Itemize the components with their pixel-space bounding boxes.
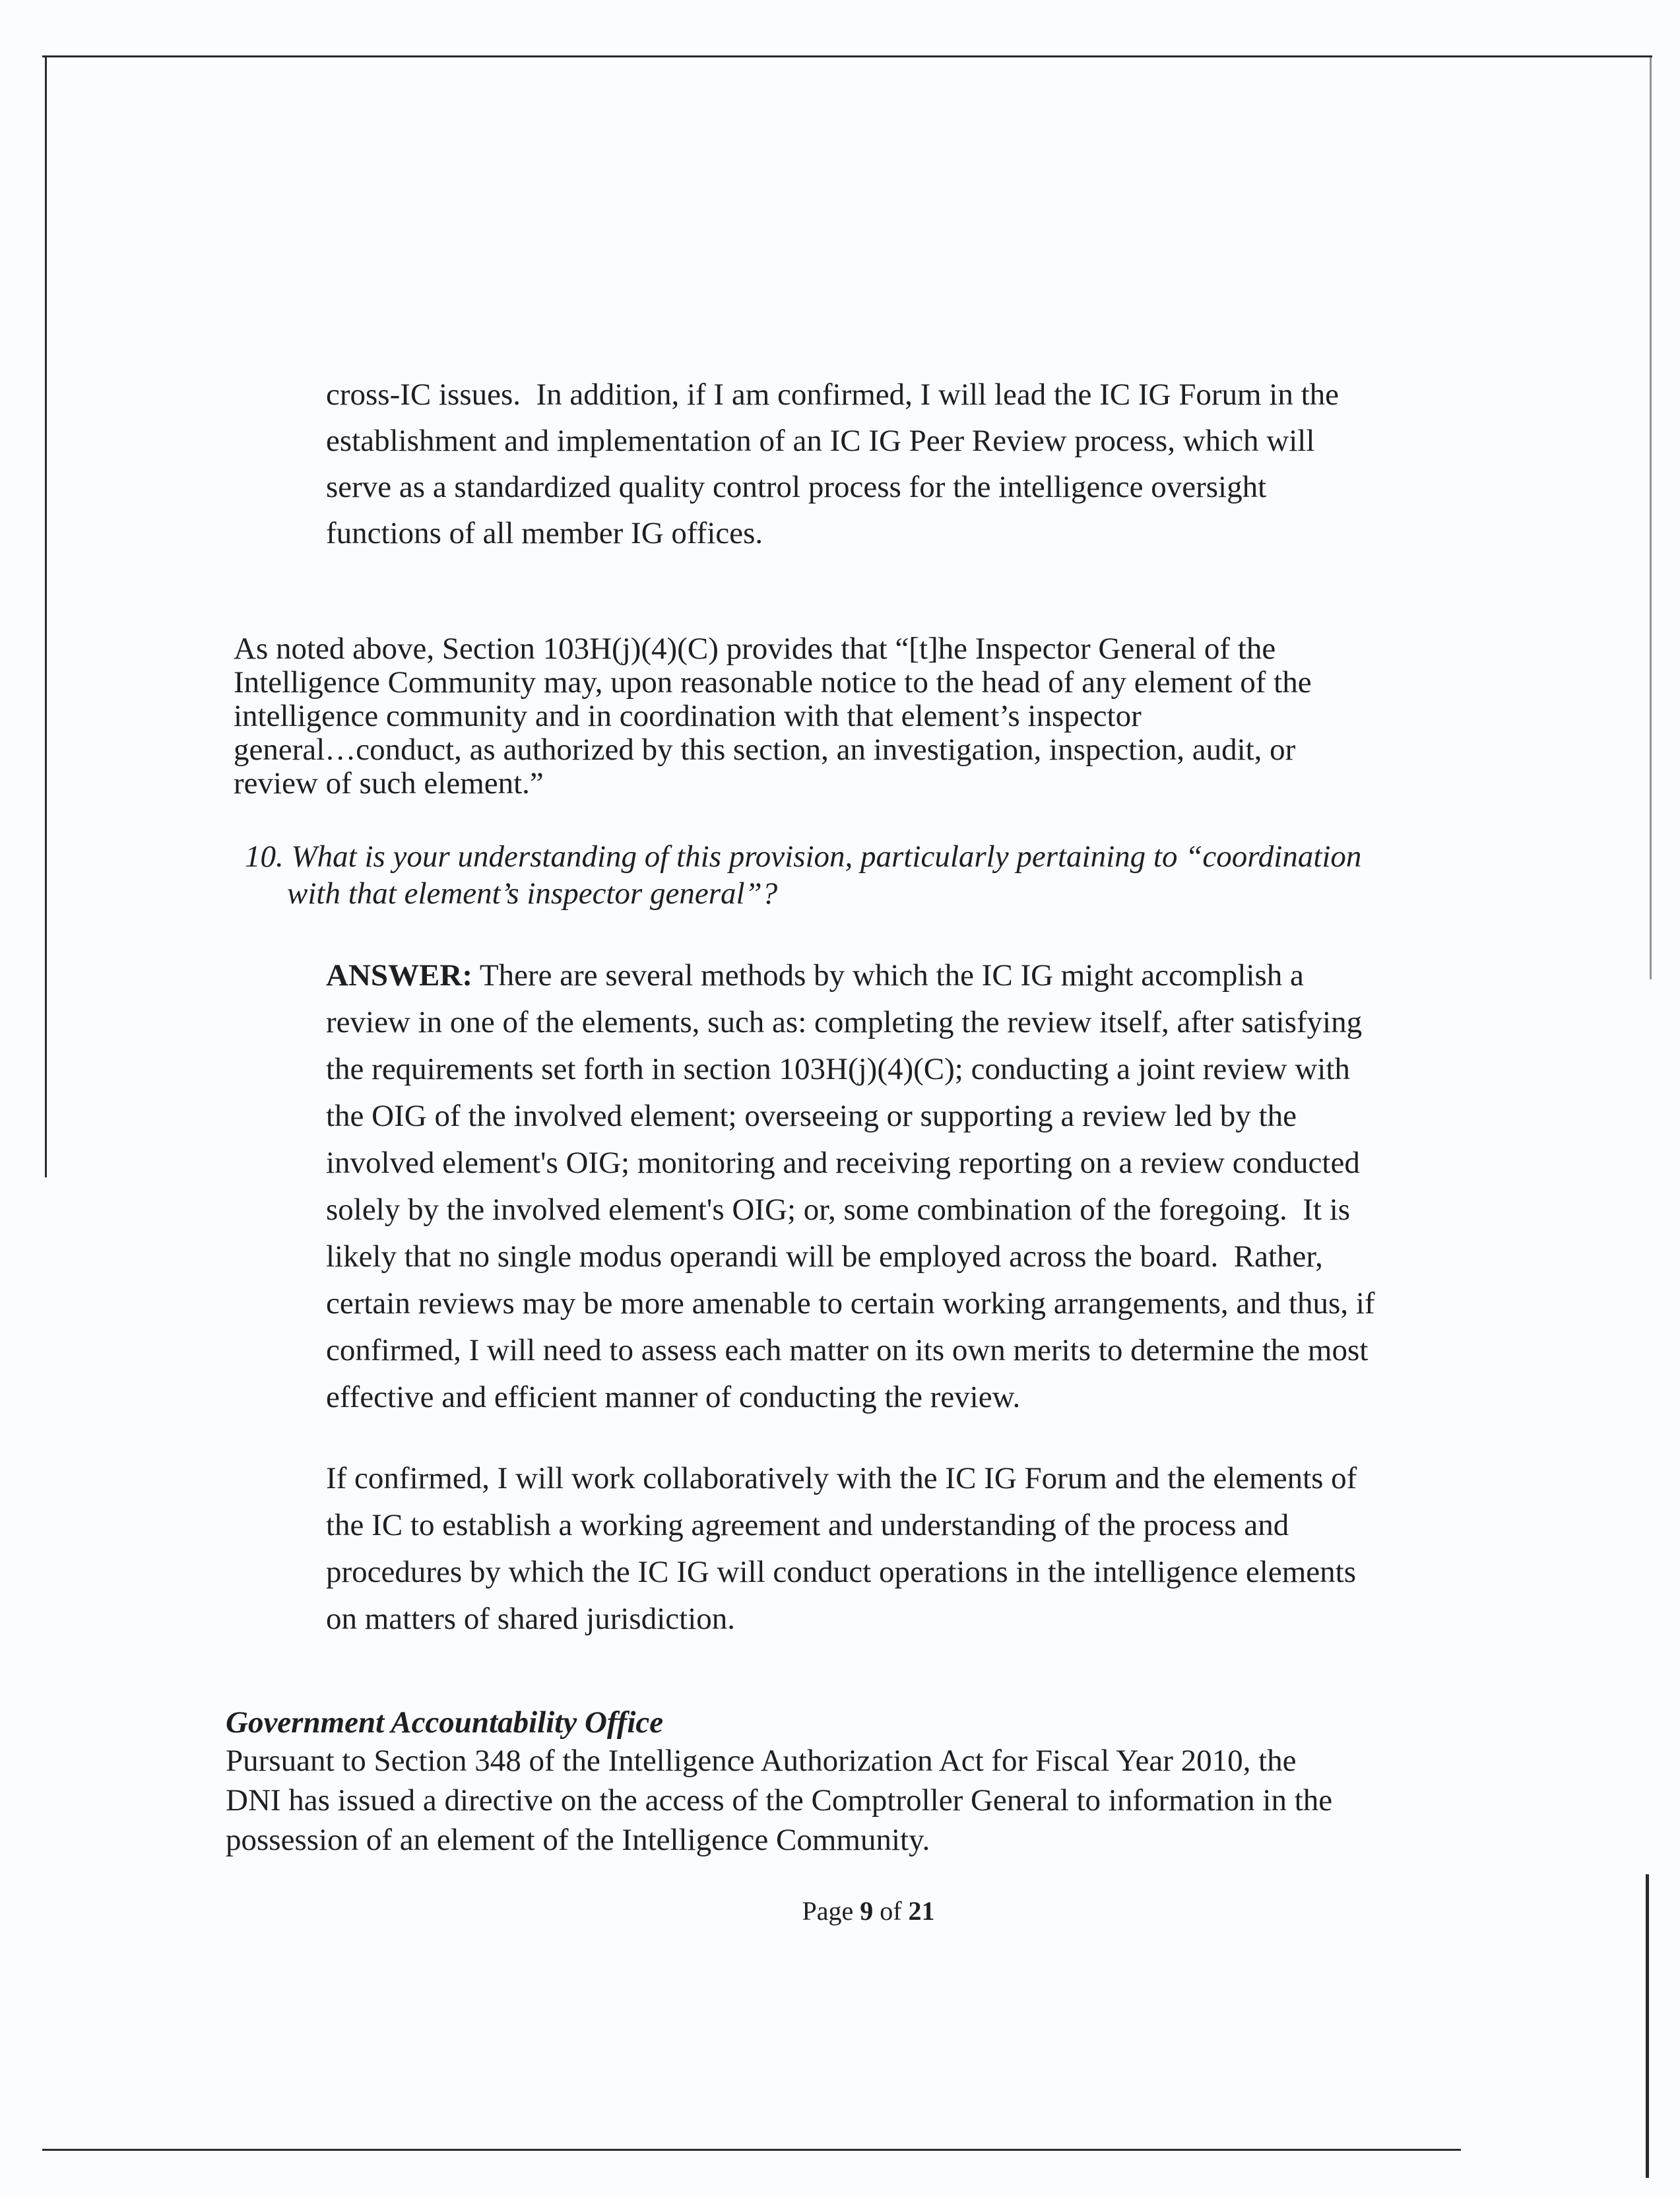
- line-text: with that element’s inspector general”?: [287, 876, 778, 911]
- left-border: [45, 55, 47, 1177]
- line-text: solely by the involved element's OIG; or, some combination of the foregoing. It is: [326, 1193, 1351, 1227]
- line-text: review in one of the elements, such as: completing the review itself, after satisfying: [326, 1005, 1363, 1039]
- text-line: [326, 999, 1375, 1046]
- statute-paragraph: [234, 632, 1312, 801]
- line-text: possession of an element of the Intelligence Community.: [226, 1823, 930, 1857]
- total-pages: 21: [908, 1896, 935, 1926]
- line-text: intelligence community and in coordination with that element’s inspector: [234, 699, 1142, 733]
- text-line: [326, 1549, 1357, 1596]
- line-text: the IC to establish a working agreement and understanding of the process and: [326, 1508, 1289, 1542]
- line-text: serve as a standardized quality control process for the intelligence oversight: [326, 470, 1267, 504]
- text-line: [326, 418, 1339, 464]
- text-line: [326, 1327, 1375, 1374]
- text-line: [326, 1093, 1375, 1140]
- answer-label: ANSWER:: [326, 958, 472, 993]
- text-line: [326, 1187, 1375, 1233]
- answer-paragraph: [326, 952, 1375, 1421]
- section-heading: Government Accountability Office: [226, 1705, 664, 1740]
- text-line: [326, 1233, 1375, 1280]
- text-line: [245, 875, 1361, 912]
- text-line: [326, 1140, 1375, 1187]
- page-of: of: [873, 1896, 909, 1926]
- page-number: [0, 1895, 1680, 1926]
- line-text: If confirmed, I will work collaboratively with the IC IG Forum and the elements of: [326, 1461, 1357, 1495]
- text-line: [326, 1502, 1357, 1549]
- text-line: [234, 733, 1312, 767]
- right-border: [1650, 55, 1652, 979]
- text-line: [226, 1781, 1332, 1820]
- text-line: [326, 1455, 1357, 1502]
- bottom-border: [42, 2149, 1461, 2151]
- line-text: certain reviews may be more amenable to certain working arrangements, and thus, if: [326, 1286, 1375, 1321]
- line-text: There are several methods by which the IC IG might accomplish a: [472, 958, 1304, 993]
- text-line: [326, 952, 1375, 999]
- text-line: [326, 372, 1339, 418]
- text-line: [234, 666, 1312, 700]
- text-line: [326, 1046, 1375, 1093]
- line-text: the requirements set forth in section 103H(j)(4)(C); conducting a joint review with: [326, 1052, 1350, 1086]
- line-text: cross-IC issues. In addition, if I am confirmed, I will lead the IC IG Forum in the: [326, 377, 1340, 412]
- text-line: [234, 700, 1312, 733]
- text-line: [245, 838, 1361, 875]
- line-text: the OIG of the involved element; overseeing or supporting a review led by the: [326, 1099, 1297, 1133]
- line-text: general…conduct, as authorized by this section, an investigation, inspection, audit, or: [234, 733, 1296, 767]
- text-line: [234, 632, 1312, 666]
- question-10: [245, 838, 1361, 912]
- line-text: As noted above, Section 103H(j)(4)(C) provides that “[t]he Inspector General of the: [234, 632, 1276, 666]
- line-text: DNI has issued a directive on the access of the Comptroller General to information in the: [226, 1783, 1333, 1818]
- line-text: Pursuant to Section 348 of the Intelligence Authorization Act for Fiscal Year 2010, the: [226, 1744, 1297, 1778]
- line-text: effective and efficient manner of conducting the review.: [326, 1380, 1021, 1414]
- line-text: involved element's OIG; monitoring and receiving reporting on a review conducted: [326, 1146, 1360, 1180]
- text-line: [234, 767, 1312, 801]
- line-text: establishment and implementation of an IC IG Peer Review process, which will: [326, 424, 1315, 458]
- answer-continuation: [326, 372, 1339, 556]
- line-text: 10. What is your understanding of this provision, particularly pertaining to “coordination: [245, 839, 1362, 874]
- line-text: review of such element.”: [234, 766, 544, 801]
- line-text: on matters of shared jurisdiction.: [326, 1602, 735, 1636]
- gao-paragraph: [226, 1741, 1332, 1860]
- text-line: [226, 1820, 1332, 1860]
- text-line: [226, 1741, 1332, 1781]
- line-text: procedures by which the IC IG will conduct operations in the intelligence elements: [326, 1555, 1356, 1589]
- text-line: [326, 1596, 1357, 1643]
- gao-section: [226, 1704, 1332, 1860]
- line-text: functions of all member IG offices.: [326, 516, 763, 550]
- line-text: confirmed, I will need to assess each matter on its own merits to determine the most: [326, 1333, 1369, 1367]
- top-border: [42, 55, 1652, 57]
- line-text: Intelligence Community may, upon reasonable notice to the head of any element of the: [234, 665, 1312, 700]
- text-line: [326, 1280, 1375, 1327]
- page-label: Page: [802, 1896, 860, 1926]
- text-line: [326, 1374, 1375, 1421]
- text-line: [326, 510, 1339, 556]
- text-line: [326, 464, 1339, 510]
- current-page: 9: [860, 1896, 874, 1926]
- line-text: likely that no single modus operandi will be employed across the board. Rather,: [326, 1239, 1323, 1274]
- answer-paragraph-2: [326, 1455, 1357, 1643]
